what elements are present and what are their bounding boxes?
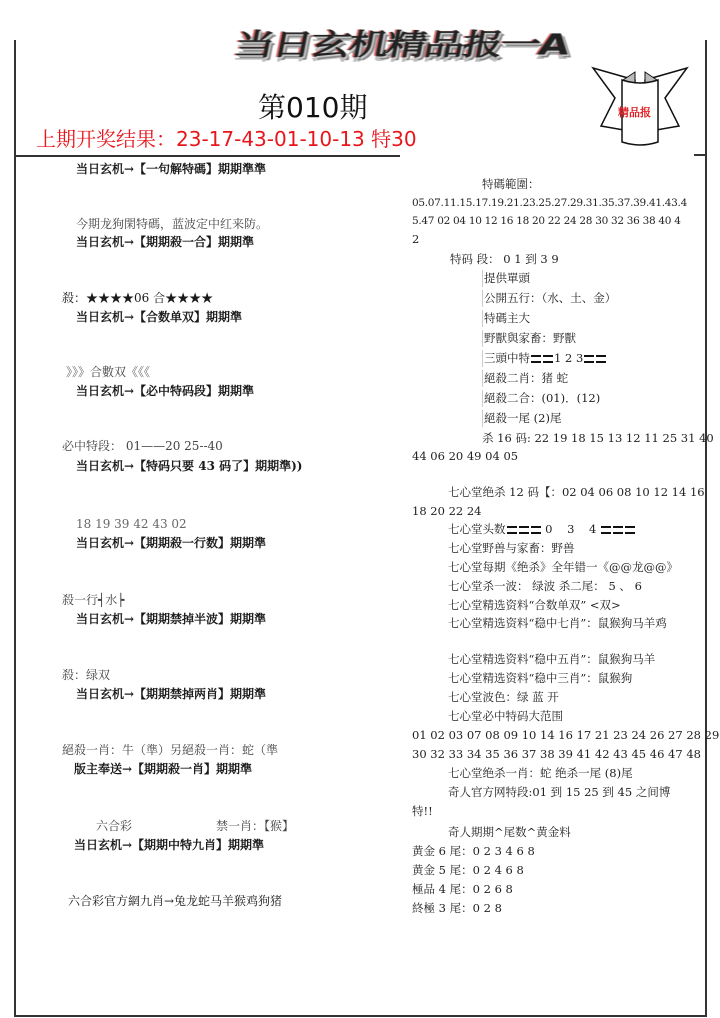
block-title: 当日玄机→【一句解特碼】期期準準 (76, 162, 267, 176)
three-heads-label: 三頭中特 (484, 351, 530, 365)
three-heads-value: 1 2 3 (554, 351, 584, 365)
range-title: 特碼範圍： (482, 177, 540, 191)
tail-label: 終極 3 尾： (412, 901, 473, 915)
range-line: 05.07.11.15.17.19.21.23.25.27.29.31.35.37.39.41.43.4 (412, 197, 687, 209)
issue-number: 第010期 (258, 91, 368, 124)
block-title: 当日玄机→【期期殺一行数】期期準 (76, 536, 267, 550)
frame-border-bottom (14, 1015, 707, 1017)
tail-value: 0 2 3 4 6 8 (472, 844, 535, 858)
qxt-heads-label: 七心堂头数 (448, 522, 506, 536)
qxt-heads-value: 0 3 4 (545, 522, 597, 536)
qxt-kill12-line: 七心堂绝杀 12 码【：02 04 06 08 10 12 14 16 (448, 485, 705, 499)
bar-icon (531, 526, 541, 534)
qxt-heads (448, 521, 636, 538)
last-result-special: 特30 (371, 127, 417, 151)
info-item: 公開五行：（水、土、金） (484, 291, 617, 305)
bar-icon (519, 526, 529, 534)
block-content: 今期龙狗閑特碼，蓝波定中红来防。 (76, 217, 269, 231)
kill16-line: 杀 16 码: 22 19 18 15 13 12 11 25 31 40 (482, 431, 714, 445)
qxt-item: 七心堂精选资料“稳中七肖”：鼠猴狗马羊鸡 (448, 616, 667, 630)
wide-range-line: 01 02 03 07 08 09 10 14 16 17 21 23 24 26 27 28 29 (412, 728, 720, 742)
kill16-line: 44 06 20 49 04 05 (412, 449, 519, 463)
bar-icon (543, 355, 553, 363)
block-title: 当日玄机→【期期禁掉两肖】期期準 (76, 687, 267, 701)
frame-border-left (14, 40, 16, 1017)
qxt-item: 七心堂必中特码大范围 (448, 709, 563, 723)
block-content: 必中特段： 01——20 25--40 (62, 439, 223, 453)
tail-row (412, 843, 535, 860)
bar-icon (531, 355, 541, 363)
qxt-kill12-line: 18 20 22 24 (412, 504, 482, 518)
qxt-item: 七心堂野兽与家畜：野兽 (448, 541, 575, 555)
tail-row (412, 862, 524, 879)
tail-row (412, 900, 502, 917)
banner-title: 当日玄机精品报一A (231, 28, 571, 62)
block-title: 当日玄机→【必中特码段】期期準 (76, 384, 255, 398)
block-title: 版主奉送→【期期殺一肖】期期準 (74, 762, 253, 776)
segment: 特码 段： 0 1 到 3 9 (450, 252, 559, 266)
qiren-segment: 奇人官方网特段:01 到 15 25 到 45 之间博 (448, 785, 671, 799)
info-item: 野獸與家畜：野獸 (484, 331, 576, 345)
header-divider (14, 155, 400, 157)
header-divider-tick (694, 154, 706, 156)
block-content: 殺一行┥水┝ (62, 593, 125, 607)
range-line: 2 (412, 232, 420, 246)
block-content: 絕殺一肖：牛（準）另絕殺一肖：蛇（準 (62, 743, 279, 757)
tail-value: 0 2 8 (472, 901, 502, 915)
block-content: 六合彩官方網九肖→兔龙蛇马羊猴鸡狗猪 (68, 894, 283, 908)
block-title: 当日玄机→【特码只要 43 码了】期期準)) (76, 459, 303, 473)
range-line: 5.47 02 04 10 12 16 18 20 22 24 28 30 32 36 38 40 4 (412, 215, 681, 227)
tail-value: 0 2 6 8 (472, 882, 513, 896)
badge-label: 精品报 (618, 106, 651, 119)
last-result-label: 上期开奖结果： (36, 127, 176, 151)
bar-icon (613, 526, 623, 534)
ribbon-badge-icon (575, 52, 705, 152)
block-content-left: 六合彩 (96, 819, 133, 833)
qxt-item: 七心堂精选资料“稳中三肖”：鼠猴狗 (448, 671, 633, 685)
tail-label: 極品 4 尾： (412, 882, 473, 896)
info-item: 提供單頭 (484, 271, 530, 285)
qxt-item: 七心堂波色：绿 蓝 开 (448, 690, 559, 704)
block-content: 殺：★★★★06 合★★★★ (62, 291, 214, 305)
info-item: 特碼主大 (484, 311, 530, 325)
last-result-numbers: 23-17-43-01-10-13 (176, 127, 365, 151)
qxt-item: 七心堂精选资料“合数单双” <双> (448, 598, 621, 612)
tail-row (412, 881, 513, 898)
kill-item: 絕殺二合：(01)．(12) (484, 391, 601, 405)
qiren-segment: 特!! (412, 804, 433, 818)
wide-range-line: 30 32 33 34 35 36 37 38 39 41 42 43 45 46 47 48 (412, 747, 701, 761)
qxt-item: 七心堂精选资料“稳中五肖”：鼠猴狗马羊 (448, 652, 656, 666)
block-content: 18 19 39 42 43 02 (76, 517, 187, 531)
qxt-item: 七心堂每期《绝杀》全年错一《@@龙@@》 (448, 560, 678, 574)
block-content: 殺：绿双 (62, 668, 111, 682)
kill-item: 絕殺二肖：猪 蛇 (484, 371, 569, 385)
bar-icon (601, 526, 611, 534)
tail-label: 黄金 5 尾： (412, 863, 473, 877)
block-title: 当日玄机→【期期禁掉半波】期期準 (76, 612, 267, 626)
block-title: 当日玄机→【合数单双】期期準 (76, 310, 243, 324)
frame-border-right (705, 40, 707, 1017)
bar-icon (625, 526, 635, 534)
qxt-kill-zodiac: 七心堂绝杀一肖：蛇 绝杀一尾 (8)尾 (448, 766, 633, 780)
three-heads (482, 350, 607, 367)
block-title: 当日玄机→【期期殺一合】期期準 (76, 235, 255, 249)
block-title: 当日玄机→【期期中特九肖】期期準 (74, 838, 265, 852)
kill-item: 絕殺一尾 (2)尾 (484, 411, 562, 425)
block-content: 》》》合數双《《《 (66, 365, 151, 379)
block-content-right: 禁一肖：【猴】 (216, 819, 295, 833)
bar-icon (507, 526, 517, 534)
tail-label: 黄金 6 尾： (412, 844, 473, 858)
bar-icon (584, 355, 594, 363)
tail-value: 0 2 4 6 8 (472, 863, 524, 877)
tails-title: 奇人期期^尾数^黄金料 (448, 825, 571, 839)
qxt-item: 七心堂杀一波： 绿波 杀二尾： 5 、 6 (448, 579, 642, 593)
bar-icon (596, 355, 606, 363)
last-result (36, 126, 417, 152)
